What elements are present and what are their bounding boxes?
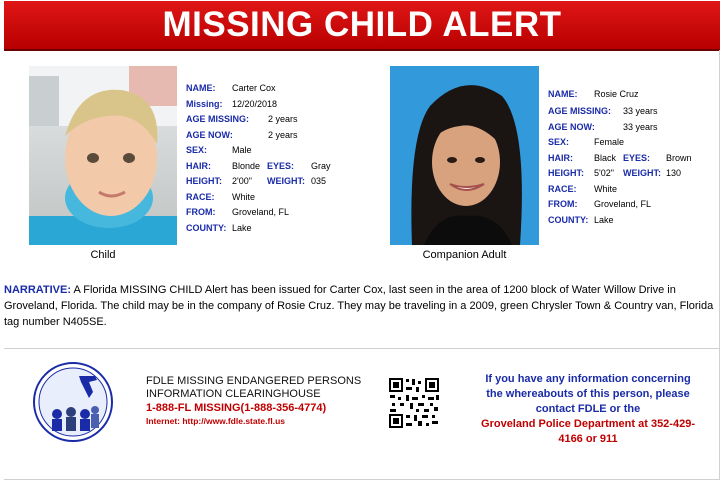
contact-line-1: If you have any information concerning [485,373,691,385]
adult-from-label: FROM: [548,199,578,209]
adult-weight-label: WEIGHT: [623,168,661,178]
adult-hair-value: Black [594,152,617,163]
adult-race-label: RACE: [548,183,577,194]
adult-height-value: 5'02" [594,168,614,178]
alert-banner [4,1,720,51]
child-county-value: Lake [232,222,252,233]
child-missing-label: Missing: [186,98,223,109]
qr-code [388,377,440,429]
adult-age-missing-label: AGE MISSING: [548,106,612,116]
contact-line-2: the whereabouts of this person, please [486,388,690,400]
adult-height-label: HEIGHT: [548,168,584,178]
contact-line-3: contact FDLE or the [535,403,641,415]
org-name-line1: FDLE MISSING ENDANGERED PERSONS [146,375,362,387]
website-link[interactable]: Internet: http://www.fdle.state.fl.us [146,416,285,426]
adult-hair-label: HAIR: [548,152,573,163]
adult-photo [390,66,539,245]
section-divider [4,348,720,349]
org-block [146,375,386,426]
adult-sex-label: SEX: [548,137,570,147]
right-border [719,50,720,480]
child-age-missing-label: AGE MISSING: [186,114,250,124]
adult-county-value: Lake [594,214,614,225]
child-race-value: White [232,191,256,202]
child-sex-label: SEX: [186,145,208,155]
contact-info [460,372,716,447]
child-name-label: NAME: [186,83,216,93]
child-height-label: HEIGHT: [186,176,222,186]
child-height-value: 2'00" [232,176,252,186]
adult-county-label: COUNTY: [548,214,589,225]
alert-title: MISSING CHILD ALERT [162,5,562,44]
child-sex-value: Male [232,145,252,155]
child-info [186,81,366,241]
child-hair-label: HAIR: [186,160,211,171]
adult-info [548,87,718,232]
contact-line-5: 4166 or 911 [558,433,618,445]
child-photo [29,66,177,245]
child-from-value: Groveland, FL [232,207,290,217]
adult-age-now-label: AGE NOW: [548,121,595,132]
child-race-label: RACE: [186,191,215,202]
child-eyes-value: Gray [311,160,331,171]
child-age-missing-value: 2 years [268,114,298,124]
clearinghouse-seal-icon [33,362,113,442]
child-county-label: COUNTY: [186,222,227,233]
adult-race-value: White [594,183,618,194]
narrative-label: NARRATIVE: [4,284,72,296]
child-hair-value: Blonde [232,160,261,171]
narrative [4,282,716,330]
child-from-label: FROM: [186,207,216,217]
adult-eyes-label: EYES: [623,152,651,163]
child-missing-value: 12/20/2018 [232,98,278,109]
clearinghouse-logo [33,362,113,442]
adult-age-now-value: 33 years [623,121,658,132]
child-age-now-value: 2 years [268,129,298,140]
child-caption: Child [90,249,116,261]
child-eyes-label: EYES: [267,160,295,171]
bottom-border [4,479,720,480]
hotline-number: 1-888-FL MISSING(1-888-356-4774) [146,402,327,414]
qr-code-icon [388,377,440,429]
adult-caption: Companion Adult [422,249,507,261]
org-name-line2: INFORMATION CLEARINGHOUSE [146,388,321,400]
adult-name-value: Rosie Cruz [594,89,639,99]
child-weight-label: WEIGHT: [267,176,305,186]
contact-line-4: Groveland Police Department at 352-429- [481,418,695,430]
adult-from-value: Groveland, FL [594,199,652,209]
adult-eyes-value: Brown [666,152,692,163]
adult-weight-value: 130 [666,168,682,178]
adult-name-label: NAME: [548,89,578,99]
child-weight-value: 035 [311,176,327,186]
adult-age-missing-value: 33 years [623,106,658,116]
narrative-text: A Florida MISSING CHILD Alert has been issued for Carter Cox, last seen in the area of 1200 block of Water Willow Drive in Groveland, Florida. The child may be in the company of Rosie Cruz. They may be traveling in a 2009, green Chrysler Town & Country van, Florida tag number N405SE. [4,284,714,328]
child-name-value: Carter Cox [232,83,276,93]
child-age-now-label: AGE NOW: [186,129,233,140]
adult-sex-value: Female [594,137,625,147]
